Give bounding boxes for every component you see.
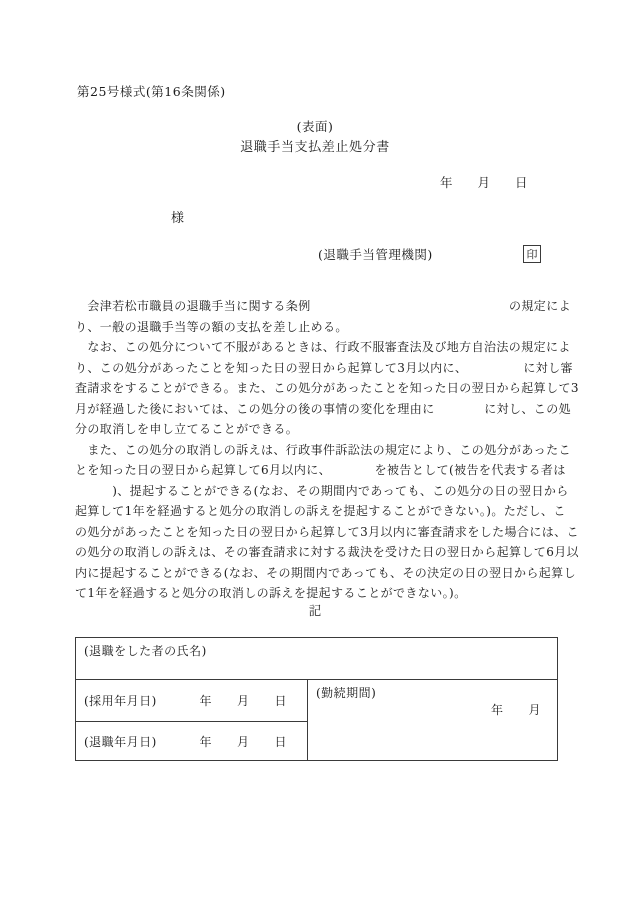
body-line: なお、この処分について不服があるときは、行政不服審査法及び地方自治法の規定によ <box>75 340 571 354</box>
service-period-label: (勤続期間) <box>316 686 377 700</box>
body-line: 会津若松市職員の退職手当に関する条例 の規定によ <box>75 299 572 313</box>
body-text <box>75 296 580 604</box>
service-period-units: 年 月 <box>490 703 541 717</box>
body-line: 内に提起することができる(なお、その期間内であっても、その決定の日の翌日から起算し <box>75 565 576 580</box>
record-separator: 記 <box>308 603 322 618</box>
service-period-cell <box>308 680 558 761</box>
body-line: 分の取消しを申し立てることができる。 <box>75 422 299 436</box>
body-line: り、一般の退職手当等の額の支払を差し止める。 <box>75 319 348 334</box>
side-indicator: (表面) <box>296 119 334 134</box>
table-row-name <box>76 638 558 680</box>
retire-date-units: 年 月 日 <box>199 734 287 749</box>
form-number-label: 第25号様式(第16条関係) <box>77 84 226 99</box>
retire-date-label: (退職年月日) <box>84 734 157 749</box>
hire-date-label: (採用年月日) <box>84 694 157 708</box>
retire-date-cell <box>76 722 308 761</box>
document-title: 退職手当支払差止処分書 <box>240 140 390 155</box>
body-line: )、提起することができる(なお、その期間内であっても、この処分の日の翌日から <box>75 483 569 498</box>
body-line: て1年を経過すると処分の取消しの訴えを提起することができない。)。 <box>75 586 467 600</box>
addressee-suffix: 様 <box>171 211 185 226</box>
body-line: の処分の取消しの訴えは、その審査請求に対する裁決を受けた日の翌日から起算して6月以 <box>75 545 580 559</box>
seal-character: 印 <box>526 247 538 261</box>
body-line: とを知った日の翌日から起算して6月以内に、 を被告として(被告を代表する者は <box>75 463 566 477</box>
retiree-info-table <box>75 637 558 761</box>
hire-date-units: 年 月 日 <box>199 694 287 708</box>
body-line: 査請求をすることができる。また、この処分があったことを知った日の翌日から起算して3 <box>75 381 579 395</box>
body-line: 起算して1年を経過すると処分の取消しの訴えを提起することができない。)。ただし、こ <box>75 504 566 518</box>
body-line: また、この処分の取消しの訴えは、行政事件訴訟法の規定により、この処分があったこ <box>75 442 571 457</box>
seal-mark <box>523 245 541 263</box>
body-line: の処分があったことを知った日の翌日から起算して3月以内に審査請求をした場合には、こ <box>75 524 579 539</box>
body-line: 月が経過した後においては、この処分の後の事情の変化を理由に に対し、この処 <box>75 401 572 416</box>
body-line: り、この処分があったことを知った日の翌日から起算して3月以内に、 に対し審 <box>75 360 573 375</box>
issue-date-line: 年 月 日 <box>440 175 528 190</box>
table-row-hire-date <box>76 680 558 722</box>
hire-date-cell <box>76 680 308 722</box>
issuing-authority-label: (退職手当管理機関) <box>318 247 433 262</box>
retiree-name-cell: (退職をした者の氏名) <box>76 638 558 680</box>
